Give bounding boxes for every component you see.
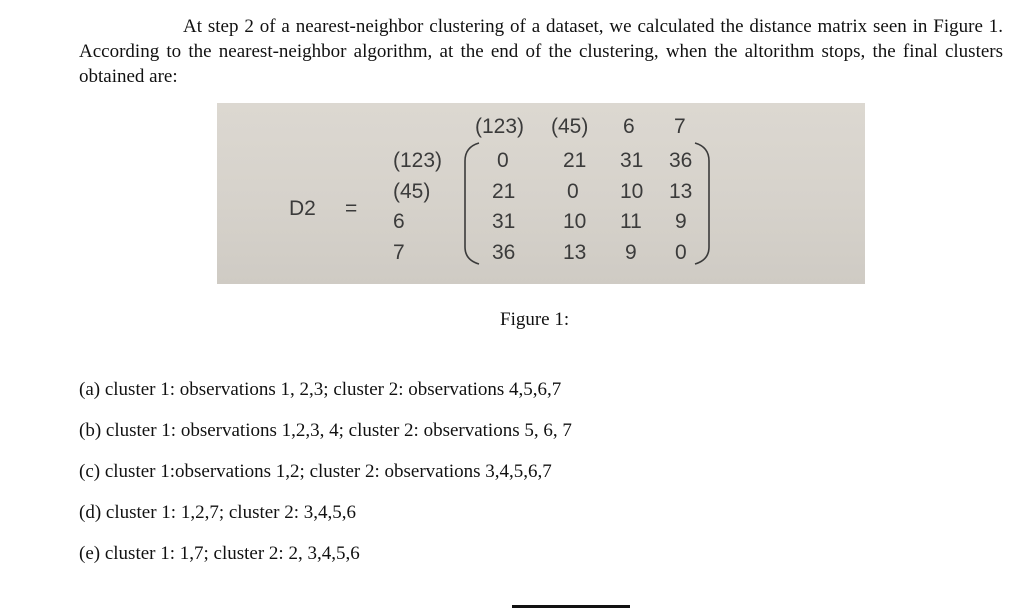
- matrix-cell: 36: [492, 241, 516, 264]
- answer-option-d[interactable]: (d) cluster 1: 1,2,7; cluster 2: 3,4,5,6: [79, 502, 357, 523]
- column-header: 6: [623, 115, 635, 138]
- question-text: At step 2 of a nearest-neighbor clustering of a dataset, we calculated the distance matrix seen in Figure 1. According to the nearest-neighbor algorithm, at the end of the clustering, when the altorithm stops, the final clusters obtained are:: [79, 16, 1003, 87]
- row-label: 6: [393, 210, 405, 233]
- matrix-cell: 11: [620, 210, 642, 233]
- matrix-cell: 0: [675, 241, 687, 264]
- distance-matrix-figure: [217, 103, 865, 284]
- matrix-cell: 13: [563, 241, 587, 264]
- column-header: (45): [551, 115, 589, 138]
- matrix-cell: 0: [567, 180, 579, 203]
- matrix-cell: 0: [497, 149, 509, 172]
- row-label: 7: [393, 241, 405, 264]
- matrix-cell: 21: [492, 180, 516, 203]
- matrix-cell: 31: [620, 149, 644, 172]
- figure-caption: Figure 1:: [500, 309, 570, 330]
- column-header: 7: [674, 115, 686, 138]
- equals-sign: =: [345, 197, 358, 220]
- answer-option-e[interactable]: (e) cluster 1: 1,7; cluster 2: 2, 3,4,5,6: [79, 543, 360, 564]
- matrix-cell: 31: [492, 210, 516, 233]
- divider: [512, 605, 630, 608]
- matrix-name: D2: [289, 197, 316, 220]
- matrix-cell: 13: [669, 180, 693, 203]
- row-label: (123): [393, 149, 443, 172]
- matrix-cell: 21: [563, 149, 587, 172]
- column-header: (123): [475, 115, 525, 138]
- answer-option-a[interactable]: (a) cluster 1: observations 1, 2,3; cluster 2: observations 4,5,6,7: [79, 379, 562, 400]
- answer-option-c[interactable]: (c) cluster 1:observations 1,2; cluster 2: observations 3,4,5,6,7: [79, 461, 552, 482]
- matrix-cell: 10: [563, 210, 587, 233]
- row-label: (45): [393, 180, 431, 203]
- matrix-brackets: [217, 103, 865, 284]
- matrix-cell: 9: [625, 241, 637, 264]
- matrix-cell: 10: [620, 180, 644, 203]
- answer-option-b[interactable]: (b) cluster 1: observations 1,2,3, 4; cluster 2: observations 5, 6, 7: [79, 420, 572, 441]
- matrix-cell: 36: [669, 149, 693, 172]
- matrix-cell: 9: [675, 210, 687, 233]
